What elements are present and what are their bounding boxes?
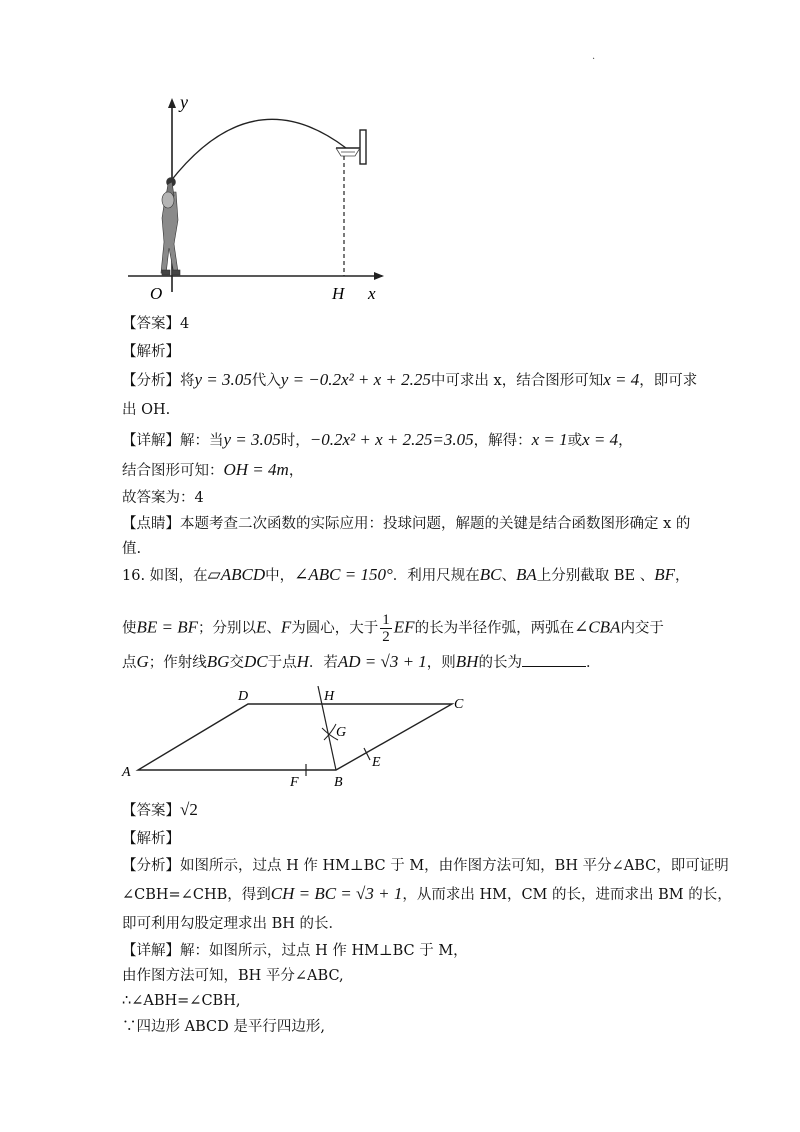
equation: x = 4 <box>582 430 619 449</box>
math: DC <box>243 652 268 671</box>
label-c: C <box>454 697 464 712</box>
text: 时， <box>280 433 310 449</box>
q16-xiangjie-line3 <box>122 991 240 1011</box>
equation: −0.2x² + x + 2.25=3.05 <box>309 430 474 449</box>
q15-combine-line <box>122 460 303 481</box>
final-answer: 故答案为：4 <box>122 490 204 506</box>
text: 中， <box>265 568 295 584</box>
page-dot: · <box>592 54 596 65</box>
label-f: F <box>290 775 299 790</box>
answer-value: √2 <box>180 800 198 819</box>
x-axis-arrow <box>374 272 384 280</box>
label-d: D <box>238 689 249 704</box>
math: BH <box>455 652 479 671</box>
fraction <box>380 612 392 645</box>
player-figure <box>161 178 180 276</box>
equation: x = 1 <box>531 430 568 449</box>
answer-tag: 【答案】 <box>122 803 180 819</box>
q15-fenxi-line2 <box>122 400 170 420</box>
text: 解：当 <box>180 433 224 449</box>
text: 即可利用勾股定理求出 BH 的长． <box>122 916 344 932</box>
basketball-figure <box>122 92 392 304</box>
equation: OH = 4m <box>223 460 289 479</box>
label-b: B <box>334 775 343 790</box>
h-point-label: H <box>332 284 345 303</box>
parallelogram-figure <box>118 686 478 792</box>
fenxi-tag: 【分析】 <box>122 373 180 389</box>
y-axis-arrow <box>168 98 176 108</box>
q16-answer-line <box>122 800 198 821</box>
hoop-net <box>336 148 360 156</box>
math: EF <box>393 617 415 637</box>
xiangjie-tag: 【详解】 <box>122 433 180 449</box>
answer-value: 4 <box>180 316 190 332</box>
x-axis-label: x <box>368 284 376 303</box>
math: BA <box>516 565 537 584</box>
label-a: A <box>122 765 131 780</box>
text: ；分别以 <box>198 620 257 637</box>
q16-fenxi-line3 <box>122 914 343 934</box>
q16-fenxi-line2 <box>122 884 732 905</box>
answer-tag: 【答案】 <box>122 316 180 332</box>
label-e: E <box>372 755 381 770</box>
text: ．若 <box>308 655 338 671</box>
text: ，从而求出 HM，CM 的长，进而求出 BM 的长， <box>402 887 732 903</box>
text: ，则 <box>426 655 456 671</box>
math: G <box>136 652 149 671</box>
math: BF <box>654 565 676 584</box>
q16-analysis-tag <box>122 829 180 849</box>
fenxi-tag: 【分析】 <box>122 858 180 874</box>
text: 代入 <box>251 373 281 389</box>
text: ， <box>288 463 304 479</box>
text: 出 OH. <box>122 402 171 418</box>
equation: CH = BC = √3 + 1 <box>270 884 403 903</box>
q16-line1 <box>122 565 690 586</box>
text: 的长为半径作弧，两弧在 <box>414 620 575 637</box>
q16-xiangjie-line4 <box>122 1017 325 1037</box>
math: BC <box>479 565 502 584</box>
analysis-tag: 【解析】 <box>122 831 180 847</box>
label-g: G <box>336 725 347 740</box>
text: 本题考查二次函数的实际应用：投球问题，解题的关键是结合函数图形确定 x 的 <box>180 516 691 532</box>
text: 由作图方法可知，BH 平分∠ABC, <box>122 968 344 984</box>
math: BE = BF <box>136 617 199 637</box>
label-h: H <box>324 689 335 704</box>
math: F <box>280 617 292 637</box>
fraction-denominator: 2 <box>382 629 390 645</box>
text: 结合图形可知： <box>122 463 224 479</box>
backboard <box>360 130 366 164</box>
text: 上分别截取 BE 、 <box>536 568 655 584</box>
text: 如图所示，过点 H 作 HM⊥BC 于 M，由作图方法可知，BH 平分∠ABC，即可证明 <box>180 858 729 874</box>
text: 解：如图所示，过点 H 作 HM⊥BC 于 M， <box>180 943 468 959</box>
text: ， <box>675 568 690 584</box>
text: ，解得： <box>473 433 532 449</box>
text: ．利用尺规在 <box>392 568 480 584</box>
text: ，即可求 <box>639 373 698 389</box>
xiangjie-tag: 【详解】 <box>122 943 180 959</box>
q15-analysis-tag <box>122 342 180 362</box>
text: 、 <box>266 620 281 637</box>
text: ∠CBH=∠CHB，得到 <box>122 887 271 903</box>
q16-line2 <box>122 612 664 645</box>
q15-dianjing-line2 <box>122 539 141 559</box>
dianjing-tag: 【点睛】 <box>122 516 180 532</box>
math: ∠ABC = 150° <box>294 565 393 584</box>
equation: y = 3.05 <box>223 430 281 449</box>
text: ． <box>585 655 601 671</box>
q16-xiangjie-line1 <box>122 941 468 961</box>
q15-answer-line <box>122 314 189 334</box>
y-axis-label: y <box>180 92 188 112</box>
text: 为圆心，大于 <box>291 620 379 637</box>
q15-fenxi-line1 <box>122 370 697 391</box>
math: H <box>296 652 309 671</box>
math: ∠CBA <box>574 617 621 637</box>
parallelogram-abcd <box>138 704 452 770</box>
text: 将 <box>180 373 195 389</box>
q16-xiangjie-line2 <box>122 966 344 986</box>
q15-dianjing-line1 <box>122 514 690 534</box>
math: AD = √3 + 1 <box>337 652 427 671</box>
text: 交 <box>229 655 244 671</box>
text: ；作射线 <box>148 655 207 671</box>
math: BG <box>206 652 230 671</box>
text: 16. 如图，在 <box>122 568 208 584</box>
text: 中可求出 x，结合图形可知 <box>430 373 604 389</box>
analysis-tag: 【解析】 <box>122 344 180 360</box>
q15-xiangjie-line <box>122 430 633 451</box>
text: 内交于 <box>620 620 664 637</box>
text: ∵四边形 ABCD 是平行四边形, <box>122 1019 325 1035</box>
q15-final-line <box>122 488 204 508</box>
fraction-numerator: 1 <box>382 612 390 628</box>
q16-line3 <box>122 652 600 673</box>
text: 点 <box>122 655 137 671</box>
text: ， <box>618 433 633 449</box>
answer-blank <box>522 652 586 667</box>
text: 或 <box>567 433 583 449</box>
equation: y = −0.2x² + x + 2.25 <box>280 370 431 389</box>
text: ∴∠ABH=∠CBH, <box>122 993 241 1009</box>
math: ▱ABCD <box>207 565 266 584</box>
equation: y = 3.05 <box>194 370 252 389</box>
origin-label: O <box>150 284 163 303</box>
trajectory-curve <box>170 119 346 182</box>
equation: x = 4 <box>603 370 640 389</box>
math: E <box>256 617 267 637</box>
text: 于点 <box>267 655 297 671</box>
text: 的长为 <box>478 655 522 671</box>
q16-fenxi-line1 <box>122 856 729 876</box>
text: 使 <box>122 620 137 637</box>
text: 、 <box>501 568 516 584</box>
text: 值. <box>122 541 142 557</box>
